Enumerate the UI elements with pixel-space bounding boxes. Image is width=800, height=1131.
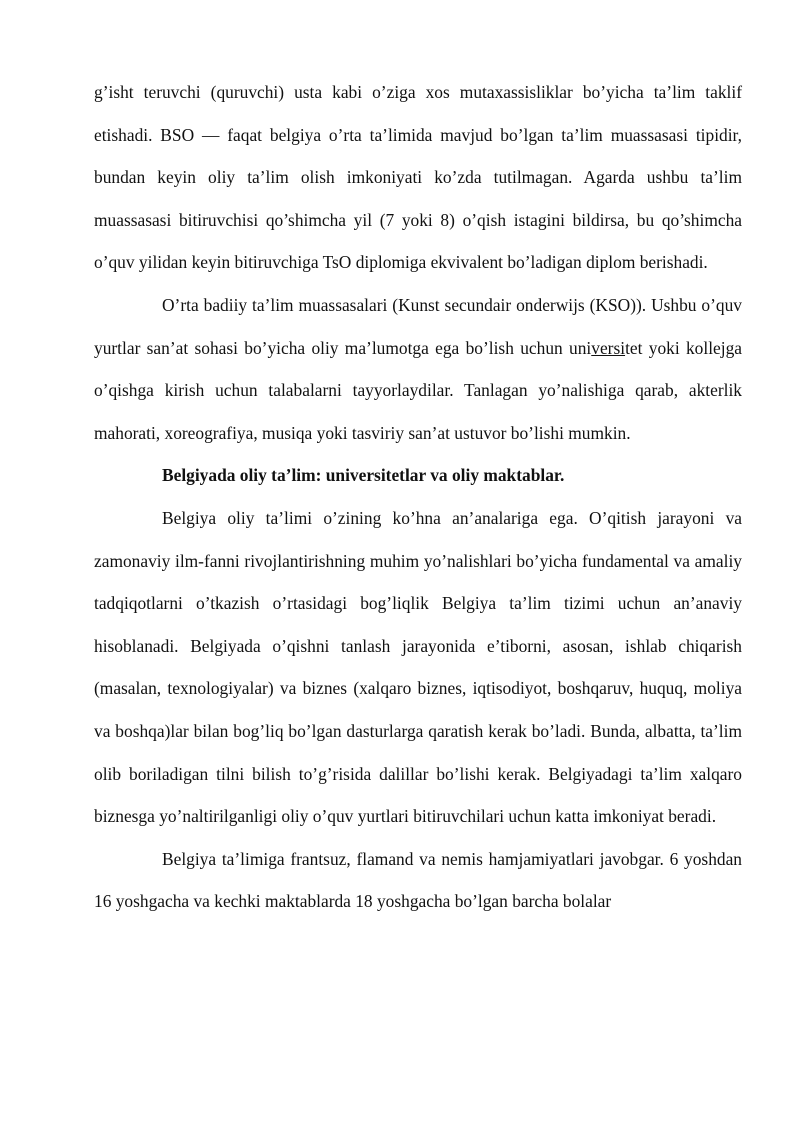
paragraph-art-text-end: tet yoki kollejga o’qishga kirish uchun talabalarni tayyorlaydilar. Tanlagan yo’nalishiga qarab, akterlik mahorati, xoreografiya, musiqa yoki tasviriy san’at ustuvor bo’lishi mumkin. — [94, 337, 743, 443]
paragraph-continuation: g’isht teruvchi (quruvchi) usta kabi o’ziga xos mutaxassisliklar bo’yicha ta’lim taklif etishadi. BSO — faqat belgiya o’rta ta’limida mavjud bo’lgan ta’lim muassasasi tipidir, bundan keyin oliy ta’lim olish imkoniyati ko’zda tutilmagan. Agarda ushbu ta’lim muassasasi bitiruvchisi qo’shimcha yil (7 yoki 8) o’qish istagini bildirsa, bu qo’shimcha o’quv yilidan keyin bitiruvchiga TsO diplomiga ekvivalent bo’ladigan diplom berishadi. — [94, 82, 742, 273]
paragraph-art-education — [94, 284, 742, 454]
underlined-fragment: versi — [591, 337, 626, 358]
paragraph-higher-education: Belgiya oliy ta’limi o’zining ko’hna an’analariga ega. O’qitish jarayoni va zamonaviy ilm-fanni rivojlantirishning muhim yo’nalishlari bo’yicha fundamental va amaliy tadqiqotlarni o’tkazish o’rtasidagi bog’liqlik Belgiya ta’lim tizimi uchun an’anaviy hisoblanadi. Belgiyada o’qishni tanlash jarayonida e’tiborni, asosan, ishlab chiqarish (masalan, texnologiyalar) va biznes (xalqaro biznes, iqtisodiyot, boshqaruv, huquq, moliya va boshqa)lar bilan bog’liq bo’lgan dasturlarga qaratish kerak bo’ladi. Bunda, albatta, ta’lim olib boriladigan tilni bilish to’g’risida dalillar bo’lishi kerak. Belgiyadagi ta’lim xalqaro biznesga yo’naltirilganligi oliy o’quv yurtlari bitiruvchilari uchun katta imkoniyat beradi. — [94, 507, 742, 827]
section-heading: Belgiyada oliy ta’lim: universitetlar va oliy maktablar. — [162, 465, 565, 486]
paragraph-art-text-start: O’rta badiiy ta’lim muassasalari (Kunst secundair onderwijs (KSO)). Ushbu o’quv yurtlar san’at sohasi bo’yicha oliy ma’lumotga ega bo’lish uchun uni — [94, 294, 742, 358]
paragraph-communities: Belgiya ta’limiga frantsuz, flamand va nemis hamjamiyatlari javobgar. 6 yoshdan 16 yoshgacha va kechki maktablarda 18 yoshgacha bo’lgan barcha bolalar — [94, 848, 742, 912]
